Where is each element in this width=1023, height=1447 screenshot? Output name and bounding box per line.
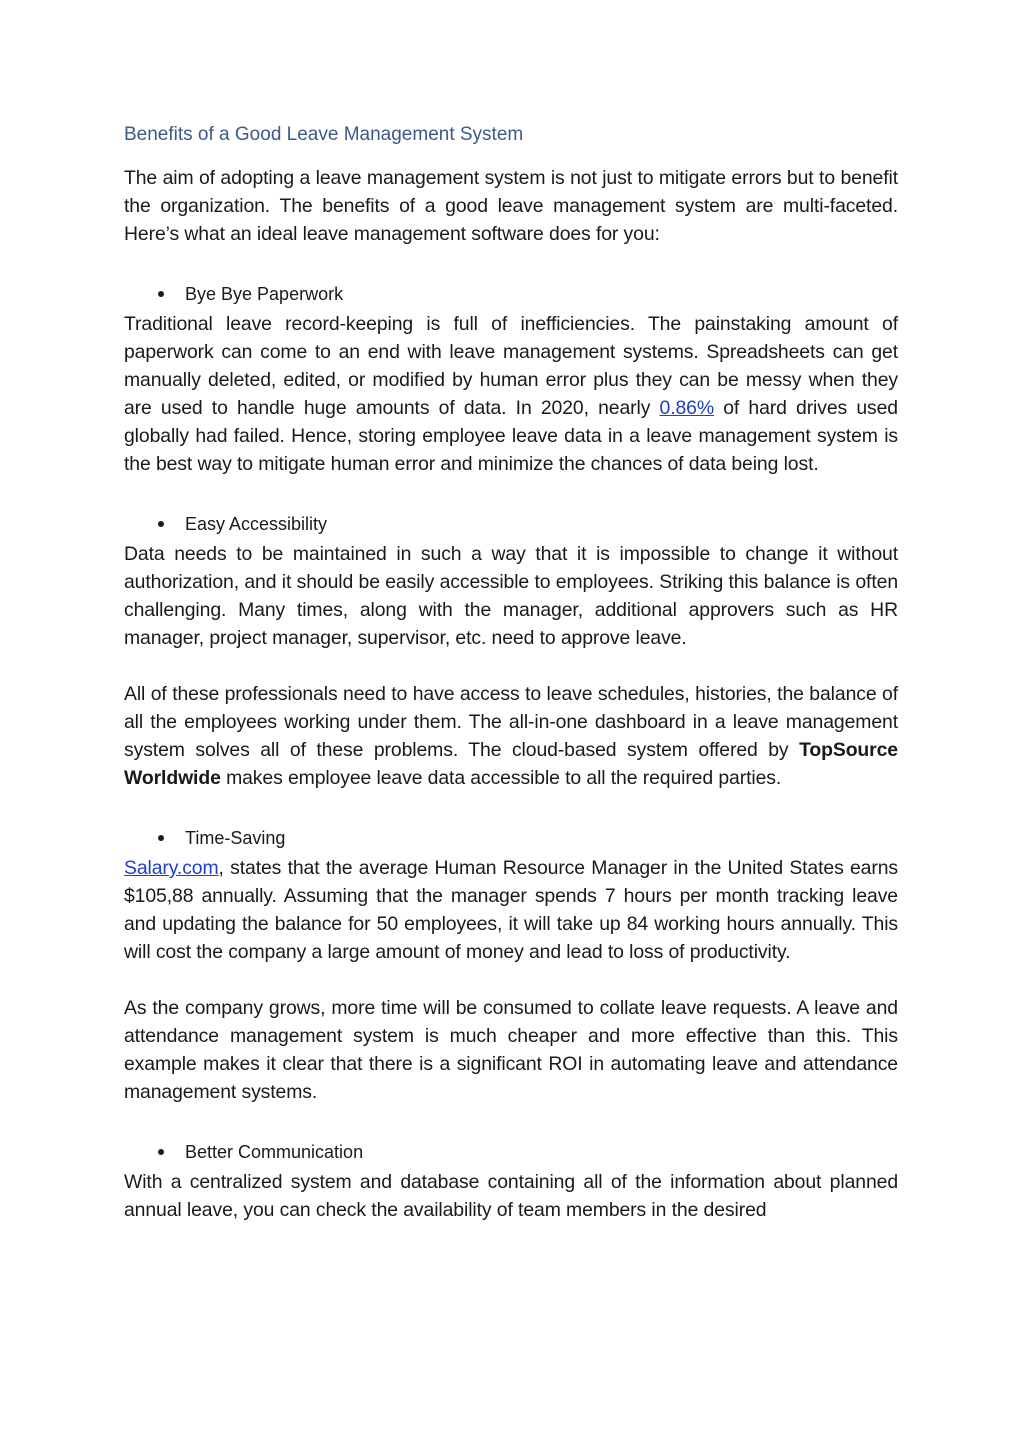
paragraph-gap <box>124 966 898 994</box>
bullet-dot-icon <box>158 291 164 297</box>
bullet-easy-accessibility <box>124 512 898 536</box>
bullet-title: Bye Bye Paperwork <box>185 284 344 304</box>
time-saving-paragraph-2: As the company grows, more time will be consumed to collate leave requests. A leave and attendance management system is much cheaper and more effective than this. This example makes it clear that there is a significant ROI in automating leave and attendance management systems. <box>124 997 898 1103</box>
accessibility-text-before-bold: All of these professionals need to have access to leave schedules, histories, the balance of all the employees working under them. The all-in-one dashboard in a leave management system solves all of these problems. The cloud-based system offered by <box>124 683 898 761</box>
bullet-better-communication <box>124 1140 898 1164</box>
section-heading: Benefits of a Good Leave Management System <box>124 124 524 145</box>
bullet-title: Better Communication <box>185 1142 364 1162</box>
bullet-bye-bye-paperwork <box>124 282 898 306</box>
bullet-dot-icon <box>158 835 164 841</box>
bullet-dot-icon <box>158 1149 164 1155</box>
time-saving-text-after-link: , states that the average Human Resource Manager in the United States earns $105,88 annually. Assuming that the manager spends 7 hours per month tracking leave and updating the balance for 50 employees, it will take up 84 working hours annually. This will cost the company a large amount of money and lead to loss of productivity. <box>124 857 898 963</box>
communication-paragraph: With a centralized system and database containing all of the information about planned annual leave, you can check the availability of team members in the desired <box>124 1171 898 1221</box>
paperwork-paragraph <box>124 310 898 478</box>
intro-paragraph: The aim of adopting a leave management system is not just to mitigate errors but to benefit the organization. The benefits of a good leave management system are multi-faceted. Here’s what an ideal leave management software does for you: <box>124 167 898 245</box>
bullet-title: Easy Accessibility <box>185 514 328 534</box>
accessibility-paragraph-1: Data needs to be maintained in such a way that it is impossible to change it without authorization, and it should be easily accessible to employees. Striking this balance is often challenging. Many times, along with the manager, additional approvers such as HR manager, project manager, supervisor, etc. need to approve leave. <box>124 543 898 649</box>
paperwork-text-before-link: Traditional leave record-keeping is full of inefficiencies. The painstaking amount of paperwork can come to an end with leave management systems. Spreadsheets can get manually deleted, edited, or modified by human error plus they can be messy when they are used to handle huge amounts of data. In 2020, nearly <box>124 313 898 419</box>
paperwork-text-after-link: of hard drives used globally had failed. Hence, storing employee leave data in a leave management system is the best way to mitigate human error and minimize the chances of data being lost. <box>124 397 898 475</box>
bullet-title: Time-Saving <box>185 828 286 848</box>
hard-drive-failure-link[interactable]: 0.86% <box>659 397 714 419</box>
bullet-dot-icon <box>158 521 164 527</box>
bullet-time-saving <box>124 826 898 850</box>
time-saving-paragraph-1 <box>124 854 898 966</box>
paragraph-gap <box>124 652 898 680</box>
salary-com-link[interactable]: Salary.com <box>124 857 219 879</box>
accessibility-paragraph-2 <box>124 680 898 792</box>
accessibility-text-after-bold: makes employee leave data accessible to all the required parties. <box>220 767 782 789</box>
company-name: TopSource Worldwide <box>124 739 898 789</box>
